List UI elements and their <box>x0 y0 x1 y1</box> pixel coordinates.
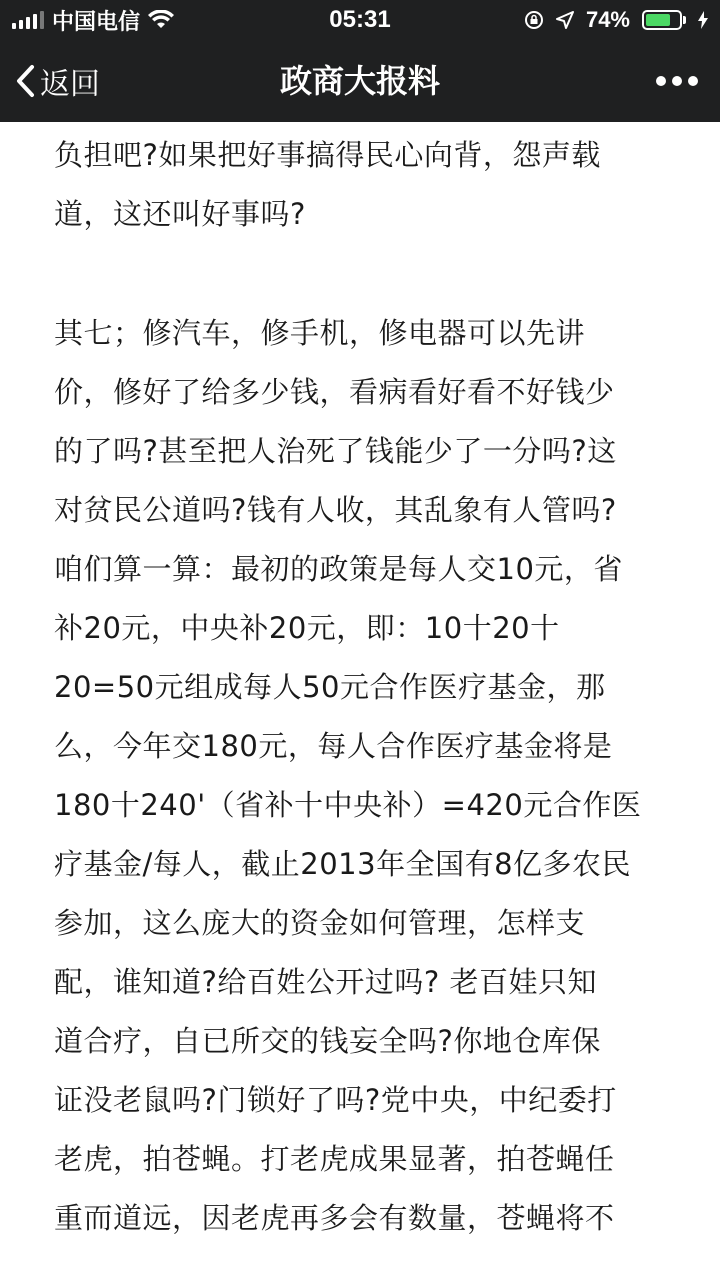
location-icon <box>556 11 574 29</box>
battery-icon <box>642 10 682 30</box>
article-paragraph: 其七；修汽车，修手机，修电器可以先讲 价，修好了给多少钱，看病看好看不好钱少 的了吗?甚至把人治死了钱能少了一分吗?这 对贫民公道吗?钱有人收，其乱象有人管吗? 咱们算一算：最初的政策是每人交10元，省 补20元，中央补20元，即：10十20十 20=50元组成每人50元合作医疗基金，那 么，今年交180元，每人合作医疗基金将是 180十240'（省补十中央补）=420元合作医 疗基金/每人，截止2013年全国有8亿多农民 参加，这么庞大的资金如何管理，怎样支 配，谁知道?给百姓公开过吗? 老百娃只知 道合疗，自已所交的钱妄全吗?你地仓库保 证没老鼠吗?门锁好了吗?党中央，中纪委打 老虎，拍苍蝇。打老虎成果显著，拍苍蝇任 重而道远，因老虎再多会有数量，苍蝇将不 <box>54 316 642 1235</box>
status-left <box>12 0 174 40</box>
status-bar <box>0 0 720 40</box>
rotation-lock-icon <box>524 10 544 30</box>
chevron-left-icon <box>14 64 36 98</box>
nav-bar <box>0 40 720 122</box>
page-title: 政商大报料 <box>279 62 440 100</box>
battery-percent: 74% <box>585 7 630 32</box>
clock: 05:31 <box>329 6 391 33</box>
signal-icon <box>12 11 44 29</box>
charging-icon <box>698 11 708 29</box>
carrier-name: 中国电信 <box>52 8 141 34</box>
status-right <box>524 0 708 40</box>
more-button[interactable] <box>656 40 698 122</box>
article-body <box>54 122 674 1280</box>
more-icon <box>656 76 666 86</box>
wifi-icon <box>148 10 174 30</box>
back-label: 返回 <box>40 67 100 102</box>
back-button[interactable] <box>14 40 100 122</box>
article-paragraph: 负担吧?如果把好事搞得民心向背，怨声载 道，这还叫好事吗? <box>54 138 601 231</box>
